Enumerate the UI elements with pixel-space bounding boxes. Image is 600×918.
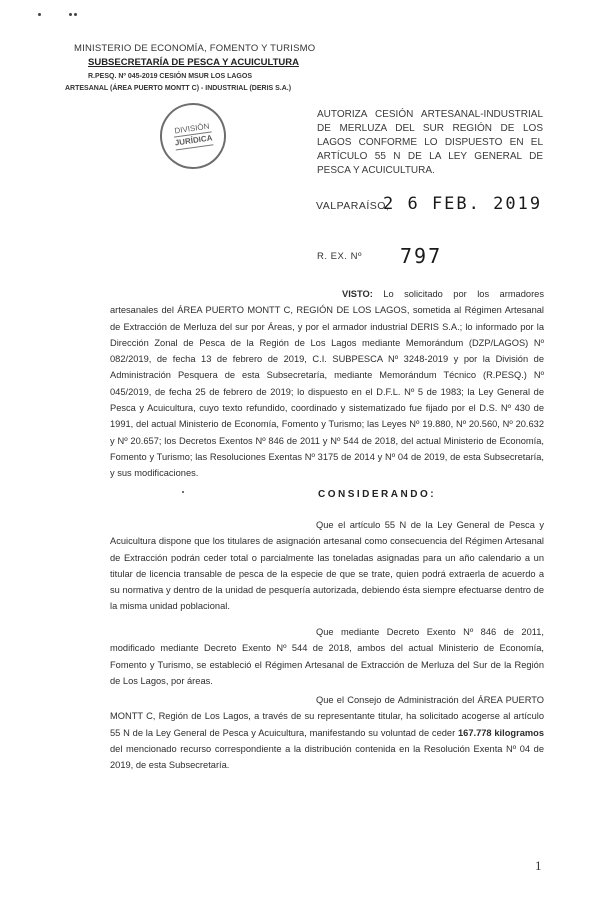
paragraph-3-text-a: Que el Consejo de Administración del ÁREA PUERTO MONTT C, Región de Los Lagos, a través de su representante titular, ha solicitado acogerse al artículo 55 N de la Ley General de Pesca y Acuicultura, manifestando su voluntad de ceder [110, 695, 544, 738]
considerando-heading: CONSIDERANDO: [318, 489, 437, 500]
resolution-label: R. EX. Nº [317, 251, 362, 262]
page-number: 1 [535, 858, 542, 873]
reference-line-1: R.PESQ. Nº 045-2019 CESIÓN MSUR LOS LAGOS [88, 73, 252, 80]
considerando-paragraph-1: Que el artículo 55 N de la Ley General de Pesca y Acuicultura dispone que los titulares de asignación artesanal como consecuencia del Régimen Artesanal de Extracción podrán ceder total o parcialmente las toneladas asignadas para un año calendario a un titular de licencia transable de pesca de la especie de que se trate, quien podrá extraerla de acuerdo a su normativa y dentro de la unidad de pesquería autorizada, debiendo ésta siempre efectuarse dentro de la misma unidad poblacional. [110, 520, 544, 612]
visto-label: VISTO: [342, 289, 373, 299]
stamp-line-1: DIVISIÓN [173, 121, 210, 136]
ceded-quantity: 167.778 kilogramos [457, 727, 544, 738]
scan-mark [69, 13, 72, 16]
paragraph-3-text-b: del mencionado recurso correspondiente a la distribución contenida en la Resolución Exenta Nº 04 de 2019, de esta Subsecretaría. [110, 743, 544, 771]
visto-paragraph [110, 286, 544, 482]
scan-mark [38, 13, 41, 16]
considerando-paragraph-2: Que mediante Decreto Exento Nº 846 de 2011, modificado mediante Decreto Exento Nº 544 de 2018, ambos del actual Ministerio de Economía, Fomento y Turismo, se estableció el Régimen Artesanal de Extracción de Merluza del Sur de la Región de Los Lagos, por áreas. [110, 627, 544, 686]
considerando-paragraph-3 [110, 692, 544, 773]
stamp-line-2: JURÍDICA [174, 131, 213, 150]
visto-text: Lo solicitado por los armadores artesanales del ÁREA PUERTO MONTT C, REGIÓN DE LOS LAGOS, sometida al Régimen Artesanal de Extracción de Merluza del sur por Áreas, y por el armador industrial DERIS S.A.; lo informado por la Dirección Zonal de Pesca de la Región de Los Lagos mediante Memorándum (DZP/LAGOS) Nº 082/2019, de fecha 13 de febrero de 2019, C.I. SUBPESCA Nº 3248-2019 y por la División de Administración Pesquera de esta Subsecretaría, mediante Memorándum Técnico (R.PESQ.) Nº 045/2019, de fecha 25 de febrero de 2019; lo dispuesto en el D.F.L. Nº 5 de 1983; la Ley General de Pesca y Acuicultura, cuyo texto refundido, coordinado y sistematizado fue fijado por el D.S. Nº 430 de 1991, del actual Ministerio de Economía, Fomento y Turismo; las Leyes Nº 19.880, Nº 20.560, Nº 20.632 y Nº 20.657; los Decretos Exentos Nº 846 de 2011 y Nº 544 de 2018, del actual Ministerio de Economía, Fomento y Turismo; las Resoluciones Exentas Nº 3175 de 2014 y Nº 04 de 2019, de esta Subsecretaría, y sus modificaciones. [110, 289, 544, 479]
scan-mark [182, 491, 184, 493]
scan-mark [74, 13, 77, 16]
document-title: AUTORIZA CESIÓN ARTESANAL-INDUSTRIAL DE MERLUZA DEL SUR REGIÓN DE LOS LAGOS CONFORME LO DISPUESTO EN EL ARTÍCULO 55 N DE LA LEY GENERAL DE PESCA Y ACUICULTURA. [317, 109, 543, 176]
reference-line-2: ARTESANAL (ÁREA PUERTO MONTT C) - INDUSTRIAL (DERIS S.A.) [65, 85, 292, 92]
ministry-name: MINISTERIO DE ECONOMÍA, FOMENTO Y TURISMO [74, 43, 316, 54]
place-label: VALPARAÍSO, [316, 200, 390, 212]
resolution-number: 797 [400, 244, 443, 268]
subsecretaria-name: SUBSECRETARÍA DE PESCA Y ACUICULTURA [88, 57, 299, 68]
division-juridica-stamp [156, 99, 231, 174]
date-stamp: 2 6 FEB. 2019 [383, 194, 543, 214]
